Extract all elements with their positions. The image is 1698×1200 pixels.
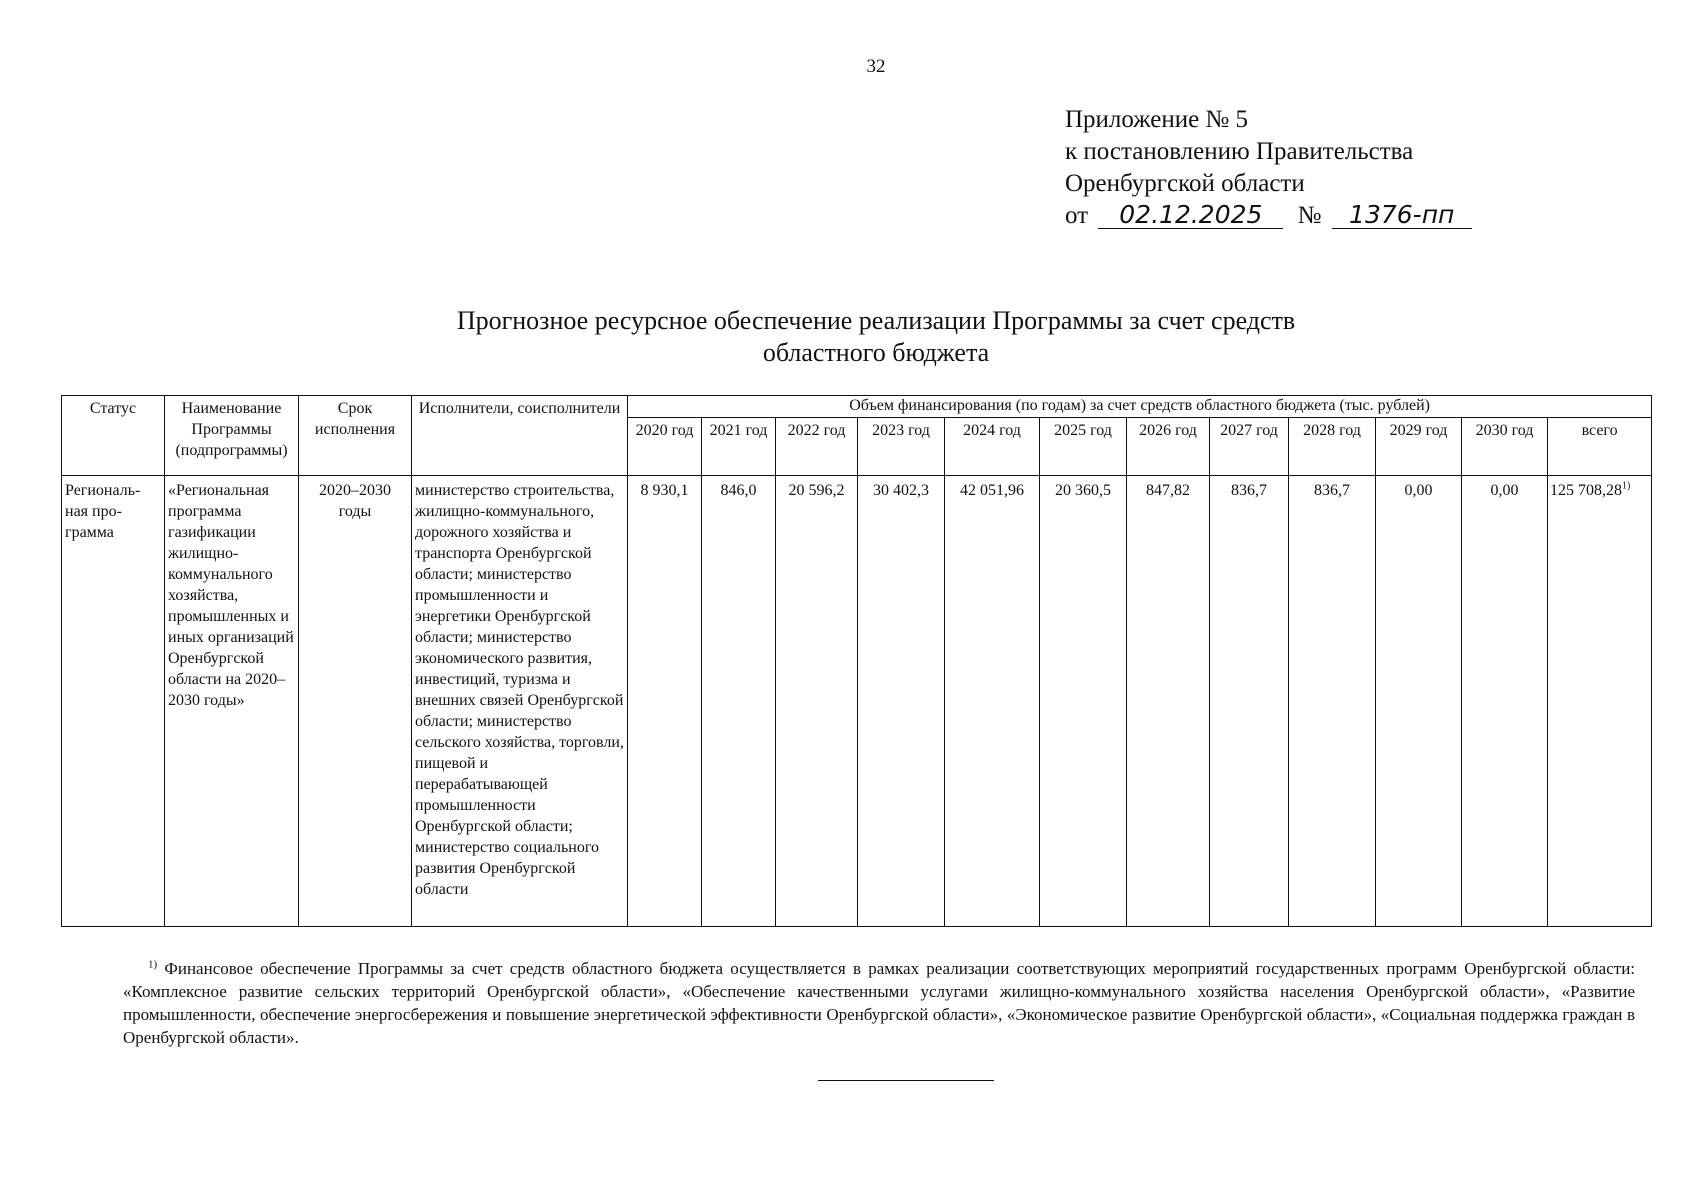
year-header: 2020 год bbox=[628, 418, 702, 476]
handwritten-number: 1376-пп bbox=[1332, 202, 1472, 229]
value-cell: 8 930,1 bbox=[628, 476, 702, 927]
value-cell: 0,00 bbox=[1376, 476, 1462, 927]
year-header: 2024 год bbox=[945, 418, 1040, 476]
year-header: 2021 год bbox=[702, 418, 776, 476]
row-term: 2020–2030 годы bbox=[299, 476, 412, 927]
year-header: 2022 год bbox=[776, 418, 858, 476]
row-program: «Региональная программа газификации жилищно-коммунального хозяйства, промышленных и иных организаций Оренбургской области на 2020–2030 годы» bbox=[165, 476, 299, 927]
header-status: Статус bbox=[62, 396, 165, 476]
value-cell: 0,00 bbox=[1462, 476, 1548, 927]
year-header: 2028 год bbox=[1289, 418, 1376, 476]
header-program: Наименование Программы (подпрограммы) bbox=[165, 396, 299, 476]
total-value: 125 708,28 bbox=[1550, 482, 1622, 499]
year-header: 2025 год bbox=[1040, 418, 1127, 476]
appendix-line-3: Оренбургской области bbox=[1065, 170, 1305, 197]
value-cell: 30 402,3 bbox=[858, 476, 945, 927]
appendix-block bbox=[1065, 104, 1472, 232]
value-cell: 836,7 bbox=[1210, 476, 1289, 927]
number-prefix: № bbox=[1297, 202, 1322, 229]
appendix-date-line bbox=[1065, 200, 1472, 232]
value-cell: 42 051,96 bbox=[945, 476, 1040, 927]
value-cell: 20 596,2 bbox=[776, 476, 858, 927]
header-term: Срок исполнения bbox=[299, 396, 412, 476]
value-cell: 20 360,5 bbox=[1040, 476, 1127, 927]
value-cell: 846,0 bbox=[702, 476, 776, 927]
year-header: 2029 год bbox=[1376, 418, 1462, 476]
row-status: Региональ-ная про-грамма bbox=[62, 476, 165, 927]
title-line-1: Прогнозное ресурсное обеспечение реализации Программы за счет средств bbox=[456, 306, 1296, 335]
value-cell: 836,7 bbox=[1289, 476, 1376, 927]
closing-divider bbox=[818, 1080, 994, 1081]
footnote bbox=[123, 957, 1635, 1049]
table-row bbox=[62, 476, 1652, 927]
year-header: 2030 год bbox=[1462, 418, 1548, 476]
total-header: всего bbox=[1548, 418, 1652, 476]
year-header: 2026 год bbox=[1127, 418, 1210, 476]
value-cell: 847,82 bbox=[1127, 476, 1210, 927]
total-footnote-mark: 1) bbox=[1622, 480, 1631, 492]
total-cell bbox=[1548, 476, 1652, 927]
title-line-2: областного бюджета bbox=[762, 338, 990, 367]
footnote-text: Финансовое обеспечение Программы за счет средств областного бюджета осуществляется в рамках реализации соответствующих мероприятий государственных программ Оренбургской области: «Комплексное развитие сельских территорий Оренбургской области», «Обеспечение качественными услугами жилищно-коммунального хозяйства населения Оренбургской области», «Развитие промышленности, обеспечение энергосбережения и повышение энергетической эффективности Оренбургской области», «Экономическое развитие Оренбургской области», «Социальная поддержка граждан в Оренбургской области». bbox=[123, 959, 1636, 1047]
header-executors: Исполнители, соисполнители bbox=[412, 396, 628, 476]
appendix-line-2: к постановлению Правительства bbox=[1065, 138, 1414, 165]
footnote-mark: 1) bbox=[148, 958, 158, 971]
year-header: 2023 год bbox=[858, 418, 945, 476]
header-funding: Объем финансирования (по годам) за счет средств областного бюджета (тыс. рублей) bbox=[628, 396, 1652, 418]
document-title bbox=[0, 305, 1698, 369]
year-header: 2027 год bbox=[1210, 418, 1289, 476]
page-number: 32 bbox=[866, 56, 886, 77]
row-executors: министерство строительства, жилищно-коммунального, дорожного хозяйства и транспорта Оренбургской области; министерство промышленности и энергетики Оренбургской области; министерство экономического развития, инвестиций, туризма и внешних связей Оренбургской области; министерство сельского хозяйства, торговли, пищевой и перерабатывающей промышленности Оренбургской области; министерство социального развития Оренбургской области bbox=[412, 476, 628, 927]
handwritten-date: 02.12.2025 bbox=[1098, 202, 1283, 229]
date-prefix: от bbox=[1065, 202, 1089, 229]
appendix-line-1: Приложение № 5 bbox=[1065, 106, 1249, 133]
funding-table bbox=[61, 395, 1652, 927]
